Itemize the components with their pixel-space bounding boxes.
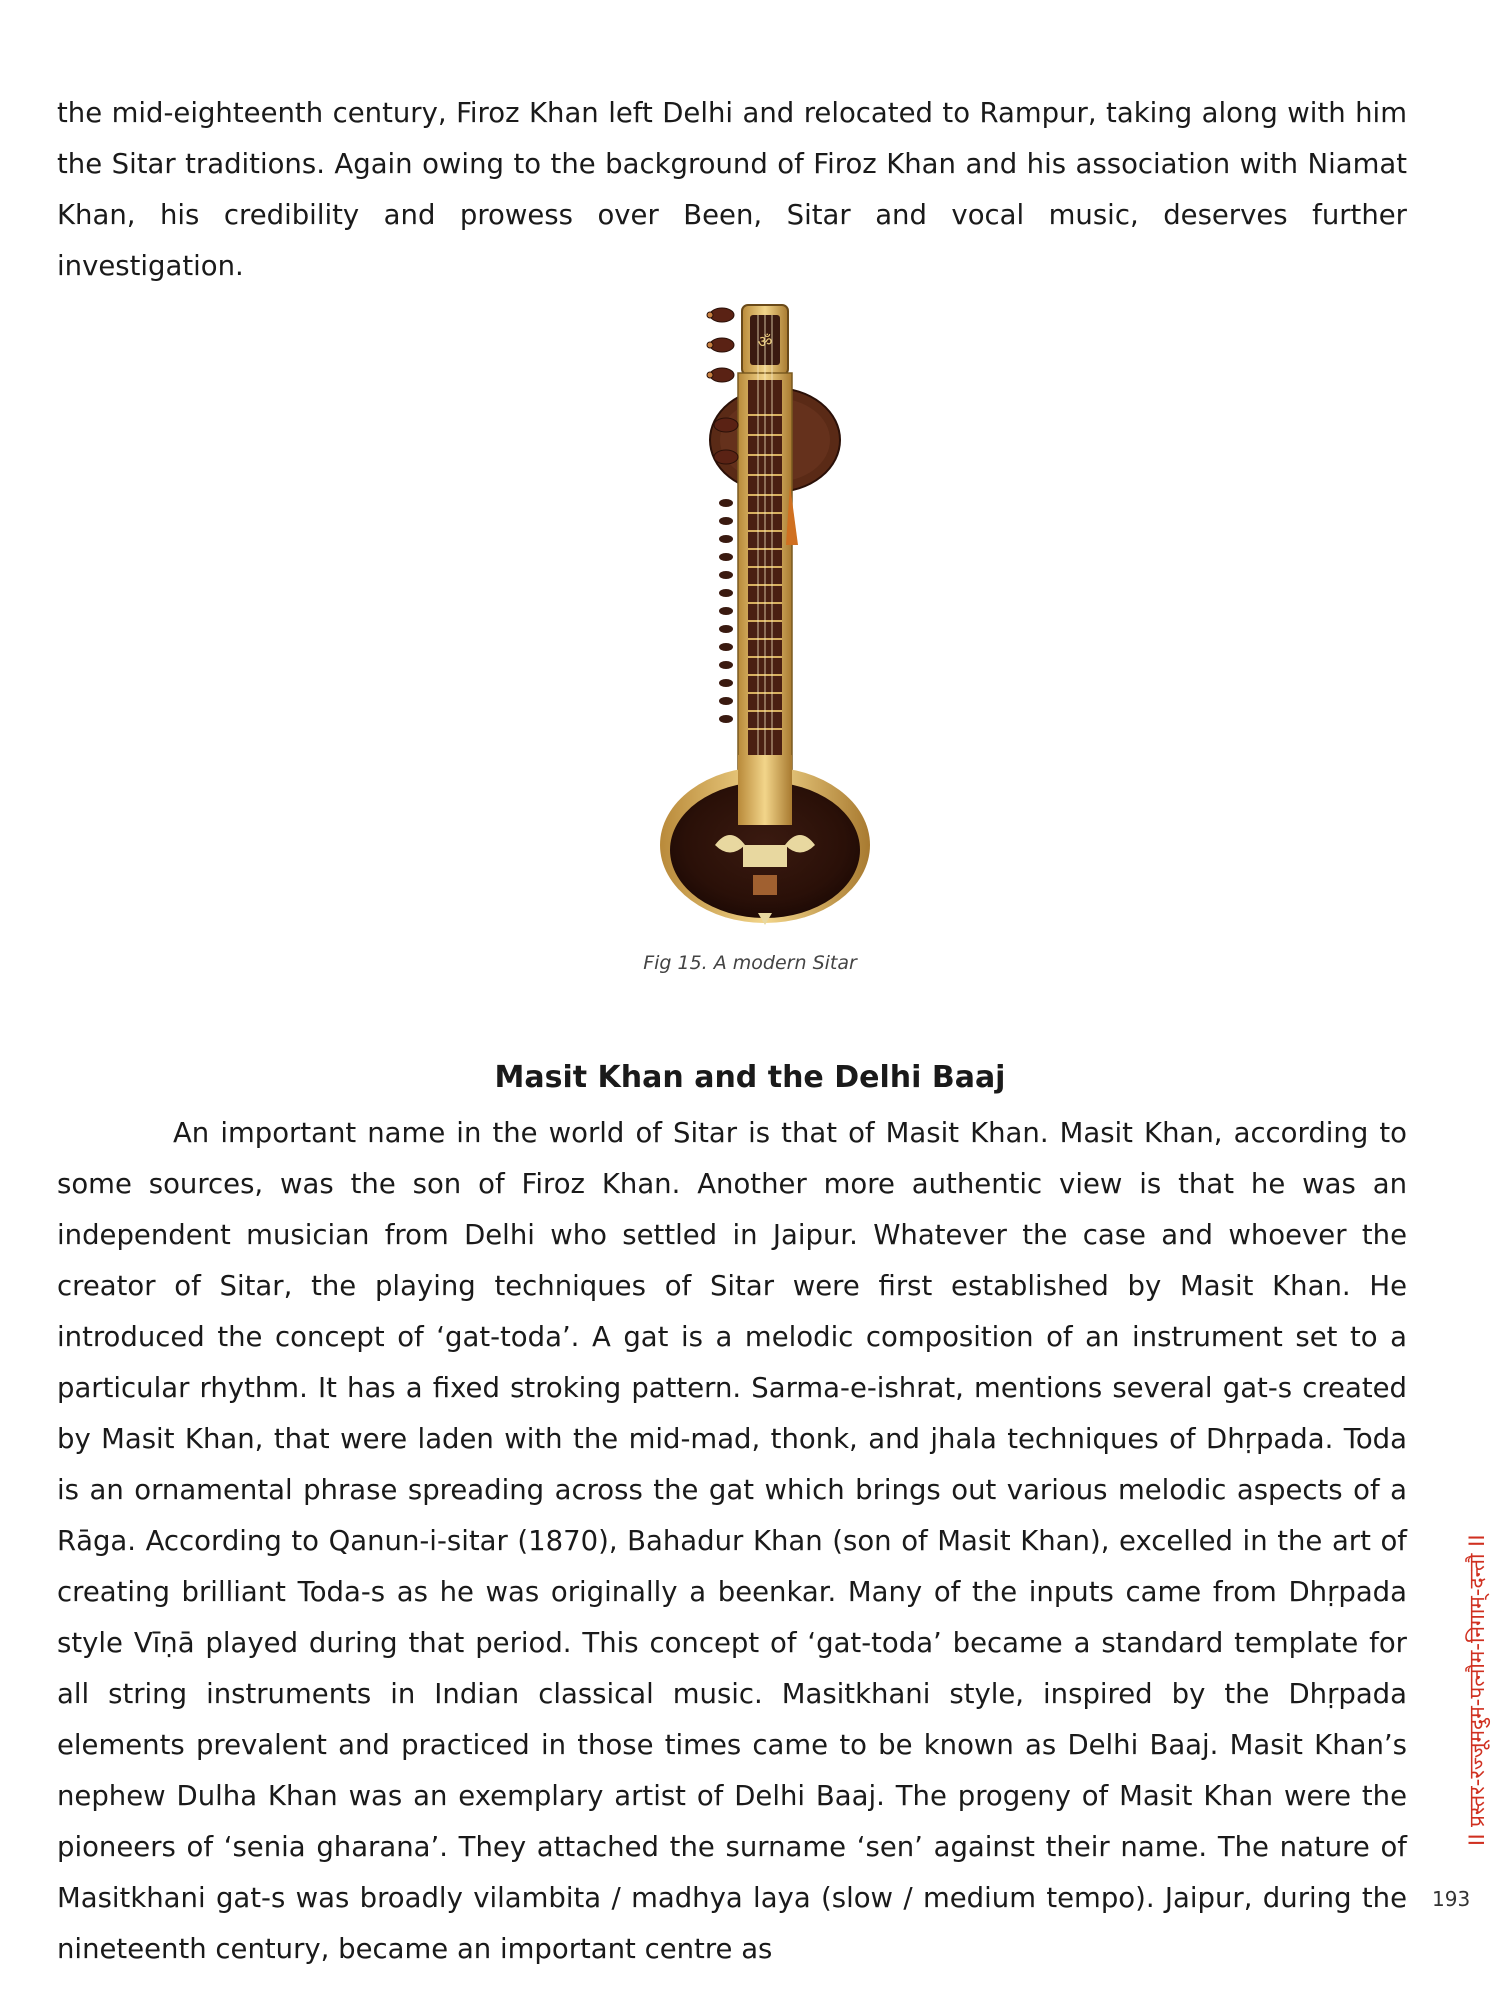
section-heading: Masit Khan and the Delhi Baaj [494, 1060, 1006, 1095]
svg-text:ॐ: ॐ [757, 332, 773, 351]
margin-side-text: II प्रस्तर-रज्जूमदुम-पत्नौम-निगाम्-दन्तौ II [1465, 1534, 1489, 1846]
sitar-figure [630, 285, 880, 935]
intro-paragraph: the mid-eighteenth century, Firoz Khan left Delhi and relocated to Rampur, taking along with him the Sitar traditions. Again owing to the background of Firoz Khan and his association with Niamat Khan, his credibility and prowess over Been, Sitar and vocal music, deserves further investigation. [57, 97, 1407, 282]
body-paragraph: An important name in the world of Sitar is that of Masit Khan. Masit Khan, according to some sources, was the son of Firoz Khan. Another more authentic view is that he was an independent musician from Delhi who settled in Jaipur. Whatever the case and whoever the creator of Sitar, the playing techniques of Sitar were first established by Masit Khan. He introduced the concept of ‘gat-toda’. A gat is a melodic composition of an instrument set to a particular rhythm. It has a fixed stroking pattern. Sarma-e-ishrat, mentions several gat-s created by Masit Khan, that were laden with the mid-mad, thonk, and jhala techniques of Dhṛpada. Toda is an ornamental phrase spreading across the gat which brings out various melodic aspects of a Rāga. According to Qanun-i-sitar (1870), Bahadur Khan (son of Masit Khan), excelled in the art of creating brilliant Toda-s as he was originally a beenkar. Many of the inputs came from Dhṛpada style Vīṇā played during that period. This concept of ‘gat-toda’ became a standard template for all string instruments in Indian classical music. Masitkhani style, inspired by the Dhṛpada elements prevalent and practiced in those times came to be known as Delhi Baaj. Masit Khan’s nephew Dulha Khan was an exemplary artist of Delhi Baaj. The progeny of Masit Khan were the pioneers of ‘senia gharana’. They attached the surname ‘sen’ against their name. The nature of Masitkhani gat-s was broadly vilambita / madhya laya (slow / medium tempo). Jaipur, during the nineteenth century, became an important centre as [57, 1117, 1407, 1965]
figure-caption: Fig 15. A modern Sitar [643, 952, 857, 974]
sitar-illustration-icon [630, 285, 880, 935]
page-number: 193 [1432, 1887, 1471, 1911]
